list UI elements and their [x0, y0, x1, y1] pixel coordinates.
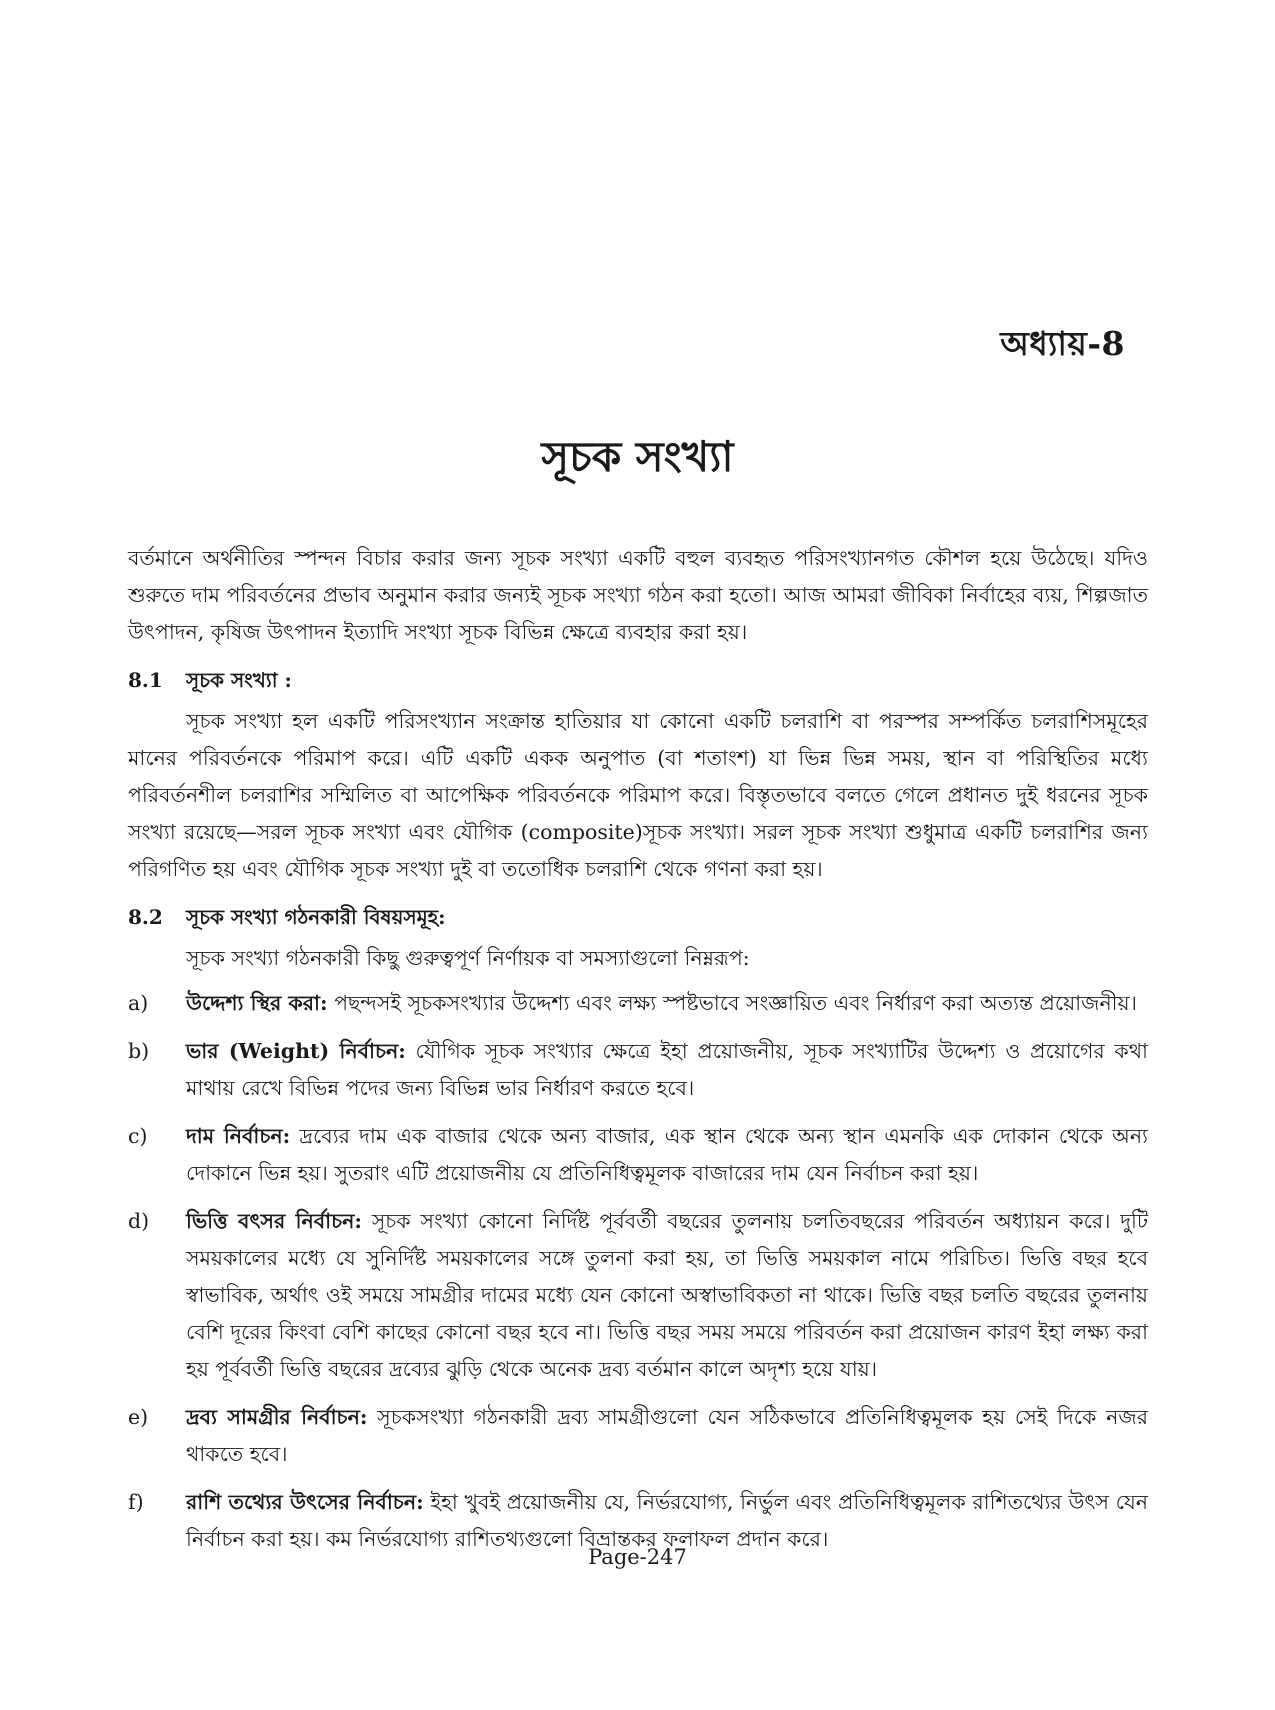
page-content	[128, 540, 1148, 1569]
list-marker: e)	[128, 1405, 149, 1429]
section-title: সূচক সংখ্যা গঠনকারী বিষয়সমূহ:	[186, 905, 446, 929]
section-number: 8.2	[128, 905, 163, 929]
chapter-label: অধ্যায়-8	[1000, 324, 1125, 363]
section-heading-8-1	[128, 663, 1148, 697]
section-lead: সূচক সংখ্যা গঠনকারী কিছু গুরুত্বপূর্ণ নির্ণায়ক বা সমস্যাগুলো নিম্নরূপ:	[186, 946, 750, 970]
list-item-term: ভিত্তি বৎসর নির্বাচন:	[186, 1209, 362, 1233]
list-item-term: রাশি তথ্যের উৎসের নির্বাচন:	[186, 1490, 424, 1514]
list-item-text: দ্রব্যের দাম এক বাজার থেকে অন্য বাজার, এক স্থান থেকে অন্য স্থান এমনকি এক দোকান থেকে অন্য দোকানে ভিন্ন হয়। সুতরাং এটি প্রয়োজনীয় যে প্রতিনিধিত্বমূলক বাজারের দাম যেন নির্বাচন করা হয়।	[186, 1124, 1148, 1185]
list-item	[128, 1399, 1148, 1473]
section-paragraph: সূচক সংখ্যা হল একটি পরিসংখ্যান সংক্রান্ত হাতিয়ার যা কোনো একটি চলরাশি বা পরস্পর সম্পর্কিত চলরাশিসমূহের মানের পরিবর্তনকে পরিমাপ করে। এটি একটি একক অনুপাত (বা শতাংশ) যা ভিন্ন ভিন্ন সময়, স্থান বা পরিস্থিতির মধ্যে পরিবর্তনশীল চলরাশির সম্মিলিত বা আপেক্ষিক পরিবর্তনকে পরিমাপ করে। বিস্তৃতভাবে বলতে গেলে প্রধানত দুই ধরনের সূচক সংখ্যা রয়েছে—সরল সূচক সংখ্যা এবং যৌগিক (composite)সূচক সংখ্যা। সরল সূচক সংখ্যা শুধুমাত্র একটি চলরাশির জন্য পরিগণিত হয় এবং যৌগিক সূচক সংখ্যা দুই বা ততোধিক চলরাশি থেকে গণনা করা হয়।	[128, 709, 1148, 881]
list-item-text: পছন্দসই সূচকসংখ্যার উদ্দেশ্য এবং লক্ষ্য স্পষ্টভাবে সংজ্ঞায়িত এবং নির্ধারণ করা অত্যন্ত প্রয়োজনীয়।	[327, 991, 1137, 1015]
list-item-body	[186, 1118, 1148, 1192]
list-item-body	[186, 985, 1148, 1022]
list-item-term: উদ্দেশ্য স্থির করা:	[186, 991, 328, 1015]
section-heading-8-2	[128, 900, 1148, 934]
list-marker: c)	[128, 1124, 148, 1148]
list-marker: d)	[128, 1209, 150, 1233]
section-number: 8.1	[128, 668, 163, 692]
list-marker: f)	[128, 1490, 144, 1514]
list-item-term: দাম নির্বাচন:	[186, 1124, 291, 1148]
list-marker: a)	[128, 991, 149, 1015]
section-title: সূচক সংখ্যা :	[186, 668, 292, 692]
list-item	[128, 1033, 1148, 1107]
list-item-text: ইহা খুবই প্রয়োজনীয় যে, নির্ভরযোগ্য, নির্ভুল এবং প্রতিনিধিত্বমূলক রাশিতথ্যের উৎস যেন নির্বাচন করা হয়। কম নির্ভরযোগ্য রাশিতথ্যগুলো বিভ্রান্তকর ফলাফল প্রদান করে।	[186, 1490, 1148, 1551]
list-item	[128, 985, 1148, 1022]
list-item	[128, 1203, 1148, 1388]
list-item-term: দ্রব্য সামগ্রীর নির্বাচন:	[186, 1405, 368, 1429]
list-item-text: সূচক সংখ্যা কোনো নির্দিষ্ট পূর্ববর্তী বছরের তুলনায় চলতিবছরের পরিবর্তন অধ্যায়ন করে। দুটি সময়কালের মধ্যে যে সুনির্দিষ্ট সময়কালের সঙ্গে তুলনা করা হয়, তা ভিত্তি সময়কাল নামে পরিচিত। ভিত্তি বছর হবে স্বাভাবিক, অর্থাৎ ওই সময়ে সামগ্রীর দামের মধ্যে যেন কোনো অস্বাভাবিকতা না থাকে। ভিত্তি বছর চলতি বছরের তুলনায় বেশি দূরের কিংবা বেশি কাছের কোনো বছর হবে না। ভিত্তি বছর সময় সময়ে পরিবর্তন করা প্রয়োজন কারণ ইহা লক্ষ্য করা হয় পূর্ববর্তী ভিত্তি বছরের দ্রব্যের ঝুড়ি থেকে অনেক দ্রব্য বর্তমান কালে অদৃশ্য হয়ে যায়।	[186, 1209, 1148, 1381]
list-item-term: ভার (Weight) নির্বাচন:	[186, 1039, 406, 1063]
list-item-body	[186, 1033, 1148, 1107]
list-item	[128, 1118, 1148, 1192]
intro-paragraph: বর্তমানে অর্থনীতির স্পন্দন বিচার করার জন্য সূচক সংখ্যা একটি বহুল ব্যবহৃত পরিসংখ্যানগত কৌশল হয়ে উঠেছে। যদিও শুরুতে দাম পরিবর্তনের প্রভাব অনুমান করার জন্যই সূচক সংখ্যা গঠন করা হতো। আজ আমরা জীবিকা নির্বাহের ব্যয়, শিল্পজাত উৎপাদন, কৃষিজ উৎপাদন ইত্যাদি সংখ্যা সূচক বিভিন্ন ক্ষেত্রে ব্যবহার করা হয়।	[128, 546, 1148, 644]
page-number: Page-247	[588, 1545, 687, 1569]
list-marker: b)	[128, 1039, 150, 1063]
list-item-text: সূচকসংখ্যা গঠনকারী দ্রব্য সামগ্রীগুলো যেন সঠিকভাবে প্রতিনিধিত্বমূলক হয় সেই দিকে নজর থাকতে হবে।	[186, 1405, 1148, 1466]
chapter-title: সূচক সংখ্যা	[541, 432, 734, 481]
list-item-body	[186, 1203, 1148, 1388]
list-item-body	[186, 1399, 1148, 1473]
list-item-text: যৌগিক সূচক সংখ্যার ক্ষেত্রে ইহা প্রয়োজনীয়, সূচক সংখ্যাটির উদ্দেশ্য ও প্রয়োগের কথা মাথায় রেখে বিভিন্ন পদের জন্য বিভিন্ন ভার নির্ধারণ করতে হবে।	[186, 1039, 1148, 1100]
